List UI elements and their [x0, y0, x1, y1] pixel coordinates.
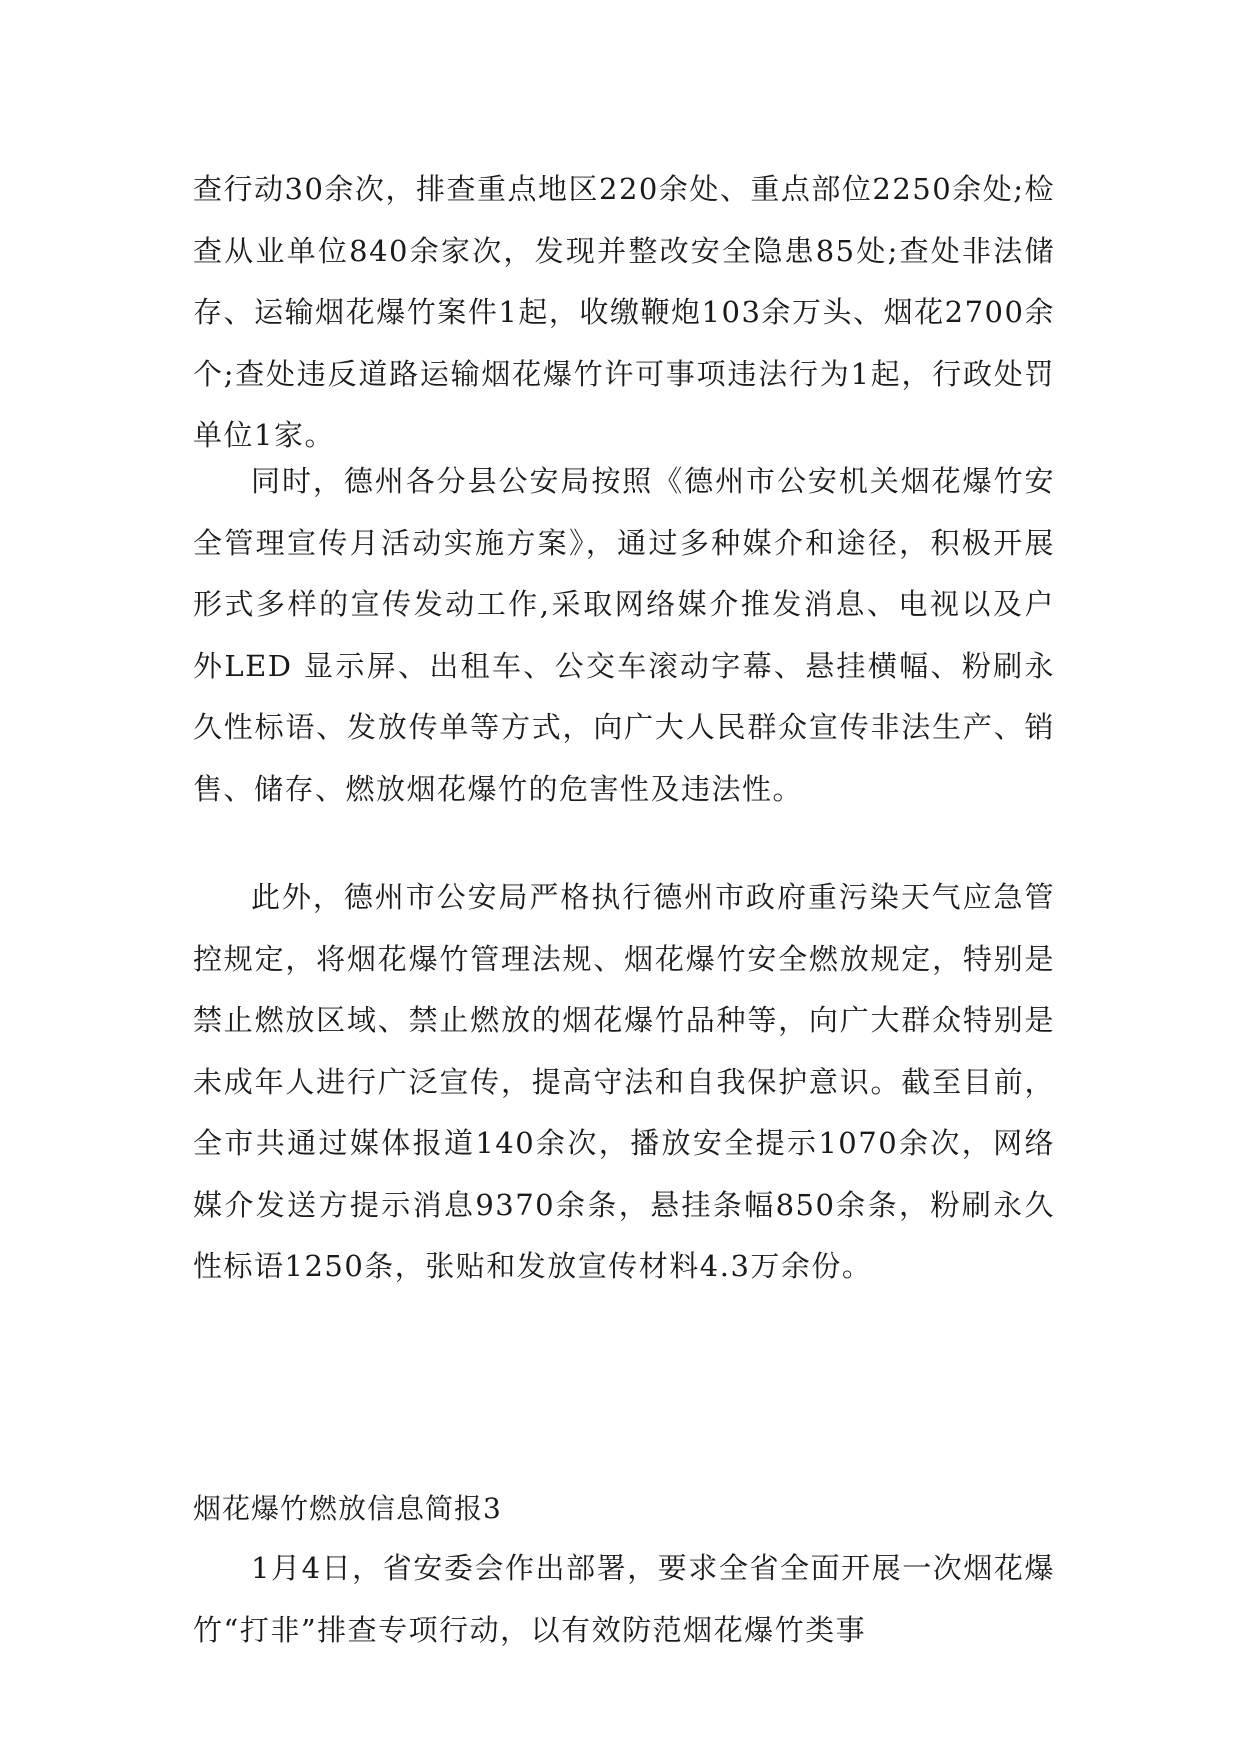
body-paragraph: 同时，德州各分县公安局按照《德州市公安机关烟花爆竹安全管理宣传月活动实施方案》，通过多种媒介和途径，积极开展形式多样的宣传发动工作,采取网络媒介推发消息、电视以及户外LED 显示屏、出租车、公交车滚动字幕、悬挂横幅、粉刷永久性标语、发放传单等方式，向广大人民群众宣传非法生产、销售、储存、燃放烟花爆竹的危害性及违法性。 [193, 464, 1055, 806]
body-paragraph: 此外，德州市公安局严格执行德州市政府重污染天气应急管控规定，将烟花爆竹管理法规、烟花爆竹安全燃放规定，特别是禁止燃放区域、禁止燃放的烟花爆竹品种等，向广大群众特别是未成年人进行广泛宣传，提高守法和自我保护意识。截至目前，全市共通过媒体报道140余次，播放安全提示1070余次，网络媒介发送方提示消息9370余条，悬挂条幅850余条，粉刷永久性标语1250条，张贴和发放宣传材料4.3万余份。 [193, 880, 1055, 1283]
body-paragraph: 1月4日，省安委会作出部署，要求全省全面开展一次烟花爆竹“打非”排查专项行动，以有效防范烟花爆竹类事 [193, 1551, 1055, 1647]
section-title: 烟花爆竹燃放信息简报3 [193, 1492, 502, 1525]
body-paragraph: 查行动30余次，排查重点地区220余处、重点部位2250余处;检查从业单位840余家次，发现并整改安全隐患85处;查处非法储存、运输烟花爆竹案件1起，收缴鞭炮103余万头、烟花2700余个;查处违反道路运输烟花爆竹许可事项违法行为1起，行政处罚单位1家。 [193, 172, 1055, 452]
